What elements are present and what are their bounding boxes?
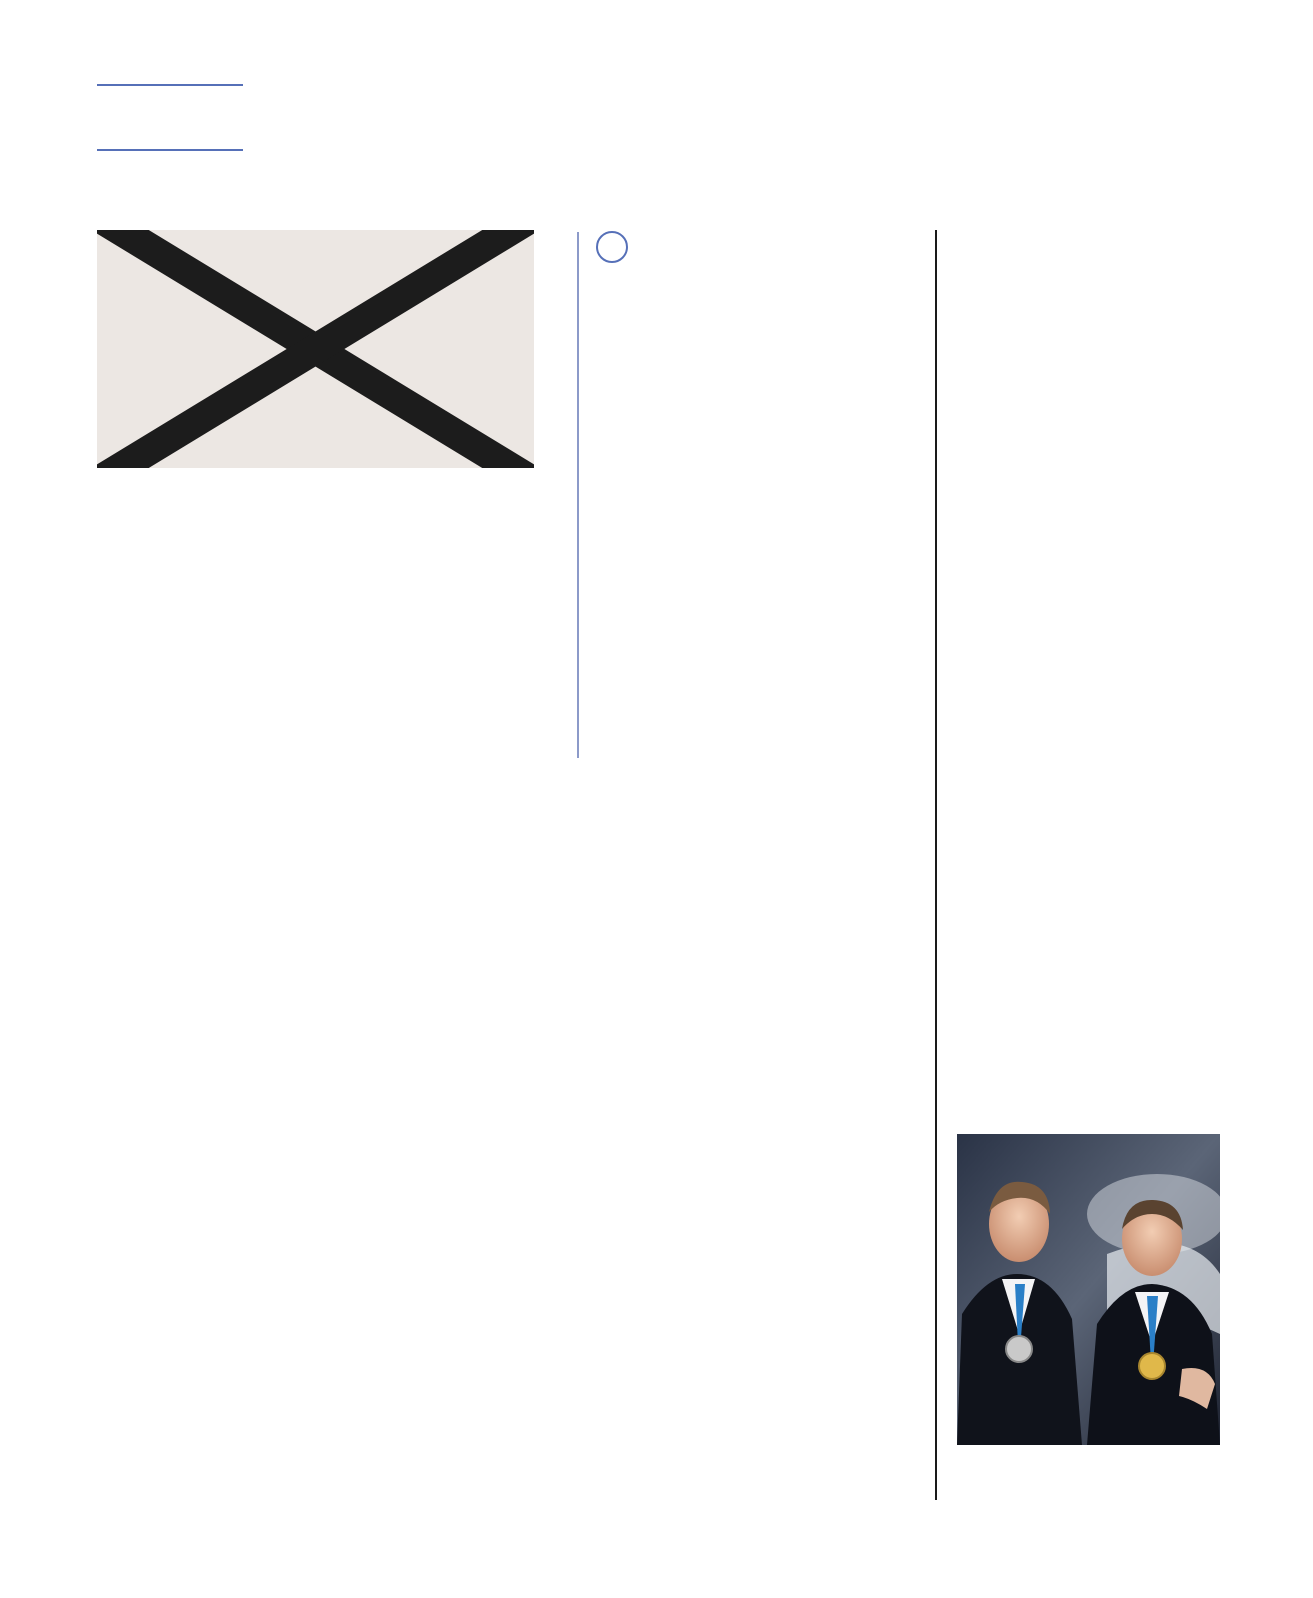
photo-illustration [957,1134,1220,1445]
info-box-rule [577,232,579,758]
cross-mark-icon [97,230,534,468]
article-column-1 [97,1005,459,1007]
teacher-title-word-pattern [97,476,534,757]
collage-illustration [97,230,534,757]
crossed-out-word-pattern [97,230,534,468]
sidebar-rule [935,230,937,1500]
info-icon [596,231,628,263]
winners-photo [957,1134,1220,1445]
photo-credit [1226,1140,1242,1320]
section-tag [97,84,243,151]
